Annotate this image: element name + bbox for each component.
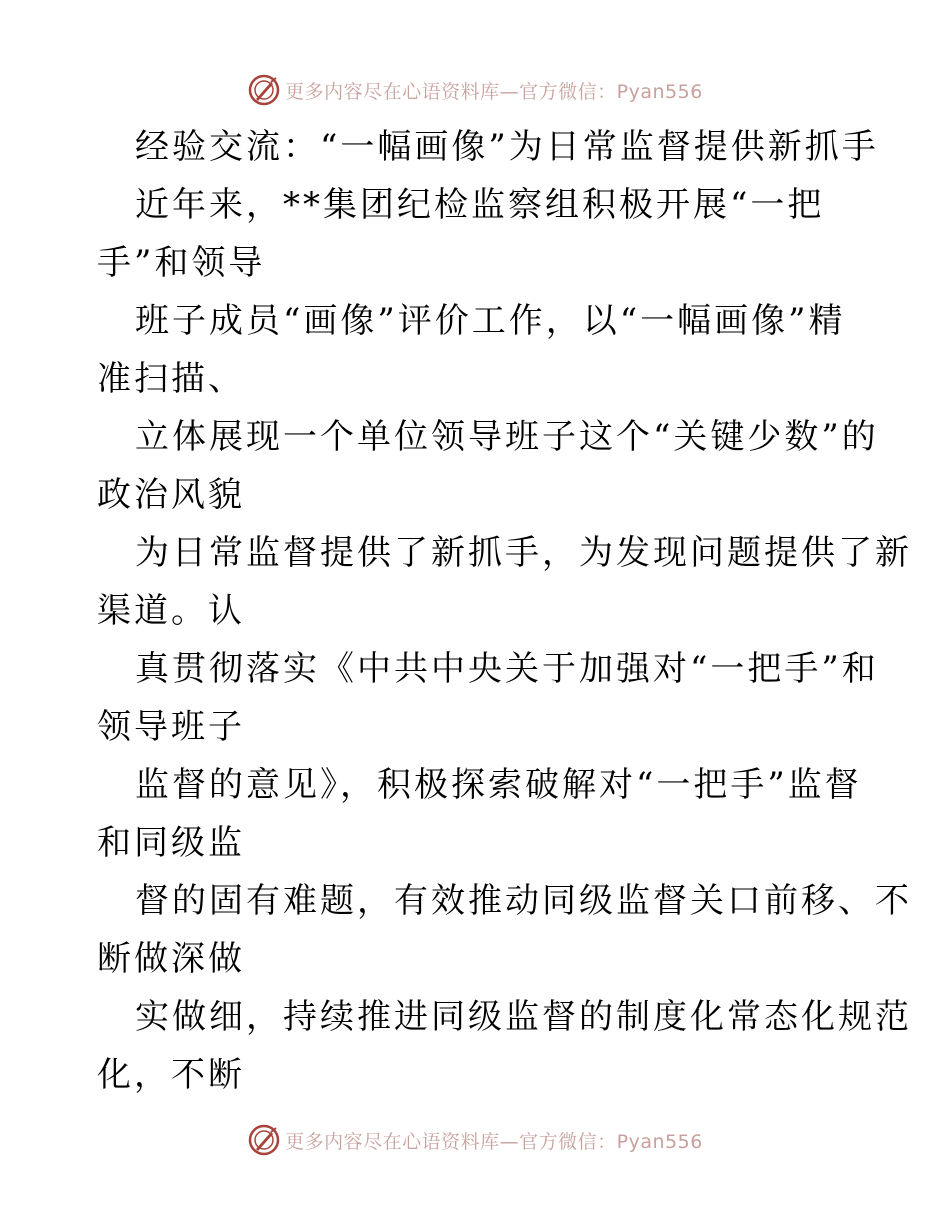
text-line: 政治风貌: [97, 475, 245, 515]
text-line: 断做深做: [97, 939, 245, 979]
text-line: 领导班子: [97, 707, 245, 747]
text-line: 和同级监: [97, 823, 245, 863]
watermark-header: [0, 70, 950, 110]
quill-seal-icon: [247, 73, 281, 107]
text-line: 实做细，持续推进同级监督的制度化常态化规范: [135, 997, 912, 1037]
text-line: 手”和领导: [97, 243, 266, 283]
text-line: 立体展现一个单位领导班子这个“关键少数”的: [135, 417, 879, 457]
watermark-text: 更多内容尽在心语资料库—官方微信：Pyan556: [285, 1130, 703, 1153]
watermark-text: 更多内容尽在心语资料库—官方微信：Pyan556: [285, 80, 703, 103]
document-title: 经验交流：“一幅画像”为日常监督提供新抓手: [135, 127, 879, 167]
text-line: 化，不断: [97, 1055, 245, 1095]
text-line: 班子成员“画像”评价工作，以“一幅画像”精: [135, 301, 846, 341]
text-line: 监督的意见》，积极探索破解对“一把手”监督: [135, 765, 862, 805]
watermark-footer: [0, 1120, 950, 1160]
text-line: 近年来，**集团纪检监察组积极开展“一把: [135, 185, 825, 225]
text-line: 为日常监督提供了新抓手，为发现问题提供了新: [135, 533, 912, 573]
text-line: 真贯彻落实《中共中央关于加强对“一把手”和: [135, 649, 879, 689]
text-line: 渠道。认: [97, 591, 245, 631]
text-line: 准扫描、: [97, 359, 245, 399]
document-body: [97, 118, 912, 1104]
quill-seal-icon: [247, 1123, 281, 1157]
text-line: 督的固有难题，有效推动同级监督关口前移、不: [135, 881, 912, 921]
